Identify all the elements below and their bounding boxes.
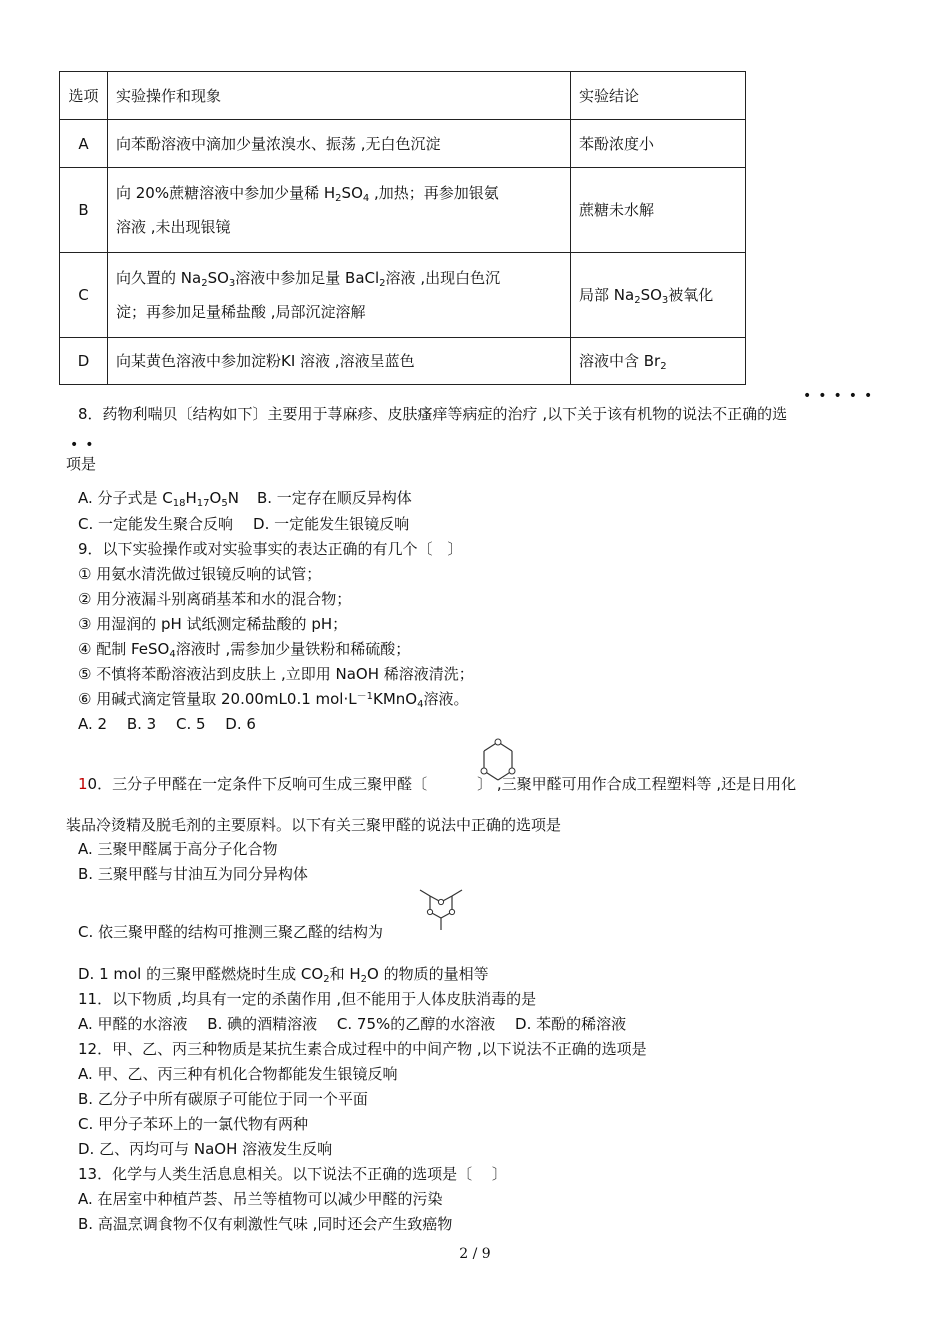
row-a-option: A [60, 120, 108, 168]
q10-option-a: A. 三聚甲醛属于高分子化合物 [78, 840, 278, 858]
q8-option-d: D. 一定能发生银镜反响 [253, 515, 410, 533]
experiment-table [59, 71, 746, 385]
q10-option-c: C. 依三聚甲醛的结构可推测三聚乙醛的结构为 [78, 923, 384, 941]
q9-item-6: ⑥ 用碱式滴定管量取 20.00mL0.1 $mol\cdot L^{-1}KMnO_4$溶液。 [78, 690, 469, 710]
q10-stem: 10．三分子甲醛在一定条件下反响可生成三聚甲醛〔 〕 ,三聚甲醛可用作合成工程塑料等 ,还是日用化 [78, 775, 797, 793]
row-b-operation: 向 20%蔗糖溶液中参加少量稀 $H_2SO_4$ ,加热；再参加银氨 溶液 ,未出现银镜 [108, 168, 571, 253]
table-header-row [60, 72, 746, 120]
table-row [60, 168, 746, 253]
row-b-conclusion: 蔗糖未水解 [571, 168, 746, 253]
q10-option-d: D. 1 mol 的三聚甲醛燃烧时生成 $CO_2$和 $H_2O$ 的物质的量相等 [78, 965, 489, 985]
q13-option-b: B. 高温烹调食物不仅有刺激性气味 ,同时还会产生致癌物 [78, 1215, 453, 1233]
trimer-acetaldehyde-structure-image [414, 884, 468, 942]
row-d-operation: 向某黄色溶液中参加淀粉KI 溶液 ,溶液呈蓝色 [108, 338, 571, 385]
q8-option-b: B. 一定存在顺反异构体 [256, 489, 412, 507]
q8-options-row1 [78, 488, 412, 508]
row-a-operation: 向苯酚溶液中滴加少量浓溴水、振荡 ,无白色沉淀 [108, 120, 571, 168]
row-d-option: D [60, 338, 108, 385]
emphasis-dots-left: •• [70, 437, 101, 453]
q12-option-c: C. 甲分子苯环上的一氯代物有两种 [78, 1115, 309, 1133]
row-c-option: C [60, 253, 108, 338]
row-c-conclusion: 局部 $Na_2SO_3$被氧化 [571, 253, 746, 338]
q9-stem: 9．以下实验操作或对实验事实的表达正确的有几个〔 〕 [78, 540, 463, 558]
q11-options: A. 甲醛的水溶液 B. 碘的酒精溶液 C. 75%的乙醇的水溶液 D. 苯酚的稀溶液 [78, 1015, 627, 1033]
q9-item-5: ⑤ 不慎将苯酚溶液沾到皮肤上 ,立即用 NaOH 稀溶液清洗； [78, 665, 474, 683]
q12-option-d: D. 乙、丙均可与 NaOH 溶液发生反响 [78, 1140, 333, 1158]
q8-option-c: C. 一定能发生聚合反响 [78, 515, 234, 533]
row-a-conclusion: 苯酚浓度小 [571, 120, 746, 168]
q12-stem: 12．甲、乙、丙三种物质是某抗生素合成过程中的中间产物 ,以下说法不正确的选项是 [78, 1040, 647, 1058]
q8-options-row2 [78, 514, 409, 534]
q9-item-2: ② 用分液漏斗别离硝基苯和水的混合物； [78, 590, 352, 608]
table-row [60, 253, 746, 338]
q9-item-1: ① 用氨水清洗做过银镜反响的试管； [78, 565, 322, 583]
table-row [60, 338, 746, 385]
emphasis-dots-top: ••••• [803, 388, 880, 404]
row-b-option: B [60, 168, 108, 253]
header-option: 选项 [60, 72, 108, 120]
row-c-operation: 向久置的 $Na_2SO_3$溶液中参加足量 BaCl$_2$溶液 ,出现白色沉 淀；再参加足量稀盐酸 ,局部沉淀溶解 [108, 253, 571, 338]
q10-option-b: B. 三聚甲醛与甘油互为同分异构体 [78, 865, 308, 883]
q13-option-a: A. 在居室中种植芦荟、吊兰等植物可以减少甲醛的污染 [78, 1190, 443, 1208]
q12-option-a: A. 甲、乙、丙三种有机化合物都能发生银镜反响 [78, 1065, 398, 1083]
trioxane-structure-image [468, 734, 528, 792]
header-operation: 实验操作和现象 [108, 72, 571, 120]
q10-number-red: 1 [78, 775, 88, 793]
q11-stem: 11．以下物质 ,均具有一定的杀菌作用 ,但不能用于人体皮肤消毒的是 [78, 990, 537, 1008]
q10-stem-cont: 装品冷烫精及脱毛剂的主要原料。以下有关三聚甲醛的说法中正确的选项是 [66, 816, 562, 834]
q8-option-a: A. 分子式是 $C_{18}H_{17}O_5N$ [78, 489, 239, 509]
q8-stem: 8．药物利喘贝〔结构如下〕主要用于荨麻疹、皮肤瘙痒等病症的治疗 ,以下关于该有机物的说法不正确的选 [78, 405, 788, 423]
table-row [60, 120, 746, 168]
row-d-conclusion: 溶液中含 $Br_2$ [571, 338, 746, 385]
q12-option-b: B. 乙分子中所有碳原子可能位于同一个平面 [78, 1090, 368, 1108]
q13-stem: 13．化学与人类生活息息相关。以下说法不正确的选项是〔 〕 [78, 1165, 507, 1183]
q9-options: A. 2 B. 3 C. 5 D. 6 [78, 715, 256, 733]
q8-stem-cont: 项是 [66, 455, 97, 473]
page-number: 2 / 9 [459, 1246, 491, 1262]
header-conclusion: 实验结论 [571, 72, 746, 120]
q9-item-3: ③ 用湿润的 pH 试纸测定稀盐酸的 pH； [78, 615, 348, 633]
q9-item-4: ④ 配制 FeSO$_4$溶液时 ,需参加少量铁粉和稀硫酸； [78, 640, 411, 660]
